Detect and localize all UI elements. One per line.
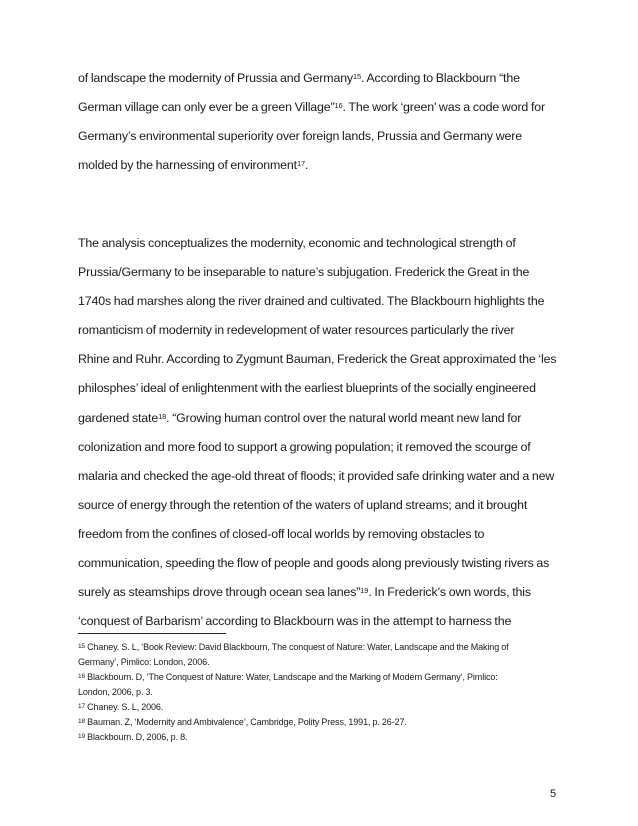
text-line: romanticism of modernity in redevelopment of water resources particularly the river [78, 323, 515, 338]
page-number: 5 [550, 788, 557, 800]
footnote-ref[interactable]: 16 [334, 101, 343, 111]
paragraph-2 [78, 233, 578, 640]
text-line: colonization and more food to support a growing population; it removed the scourge of [78, 439, 531, 454]
text-line: surely as steamships drove through ocean sea lanes”$^{19}$. In Frederick’s own words, this [78, 585, 531, 600]
footnote-number: 17 [78, 703, 86, 710]
text-line: philosphes’ ideal of enlightenment with the earliest blueprints of the socially engineered [78, 381, 536, 396]
footnote-number: 16 [78, 673, 86, 680]
footnote-15: $^{15}$ Chaney. S. L, ‘Book Review: David Blackbourn, The conquest of Nature: Water, Landscape and the Making of [78, 642, 509, 652]
text-line: gardened state$^{18}$. “Growing human control over the natural world meant new land for [78, 410, 522, 425]
text-line: Germany’s environmental superiority over foreign lands, Prussia and Germany were [78, 129, 522, 144]
footnote-15-cont: Germany’, Pimlico: London, 2006. [78, 657, 210, 667]
text-line: Prussia/Germany to be inseparable to nature’s subjugation. Frederick the Great in the [78, 265, 530, 280]
text-line: source of energy through the retention of the waters of upland streams; and it brought [78, 497, 528, 512]
footnote-17: $^{17}$ Chaney. S. L, 2006. [78, 702, 164, 712]
text-line: The analysis conceptualizes the modernity, economic and technological strength of [78, 236, 516, 250]
footnote-separator [78, 633, 226, 634]
footnote-ref[interactable]: 18 [158, 411, 167, 421]
footnote-number: 15 [78, 643, 86, 650]
paragraph-1 [78, 68, 578, 184]
text-line: German village can only ever be a green Village”$^{16}$. The work ‘green’ was a code word for [78, 100, 545, 115]
footnote-18: $^{18}$ Bauman. Z, ‘Modernity and Ambivalence’, Cambridge, Polity Press, 1991, p. 26-27. [78, 717, 407, 727]
footnote-ref[interactable]: 19 [360, 586, 369, 596]
footnote-16-cont: London, 2006, p. 3. [78, 687, 153, 697]
text-line: freedom from the confines of closed-off local worlds by removing obstacles to [78, 526, 485, 541]
footnote-19: $^{19}$ Blackbourn. D, 2006, p. 8. [78, 732, 188, 742]
footnote-ref[interactable]: 17 [296, 159, 305, 169]
text-line: molded by the harnessing of environment$^{17}$. [78, 158, 309, 173]
footnote-number: 19 [78, 733, 86, 740]
footnote-16: $^{16}$ Blackbourn. D, ‘The Conquest of Nature: Water, Landscape and the Marking of Modern Germany’, Pimlico: [78, 672, 498, 682]
text-line: ‘conquest of Barbarism’ according to Blackbourn was in the attempt to harness the [78, 614, 512, 629]
footnote-ref[interactable]: 15 [352, 72, 362, 81]
text-line: Rhine and Ruhr. According to Zygmunt Bauman, Frederick the Great approximated the ‘les [78, 352, 557, 367]
text-line: of landscape the modernity of Prussia and Germany$^{15}$. According to Blackbourn “the [78, 71, 520, 85]
text-line: malaria and checked the age-old threat of floods; it provided safe drinking water and a new [78, 468, 555, 483]
text-line: communication, speeding the flow of people and goods along previously twisting rivers as [78, 556, 550, 571]
footnote-number: 18 [78, 718, 86, 725]
text-line: 1740s had marshes along the river drained and cultivated. The Blackbourn highlights the [78, 294, 545, 309]
footnotes [78, 640, 578, 745]
